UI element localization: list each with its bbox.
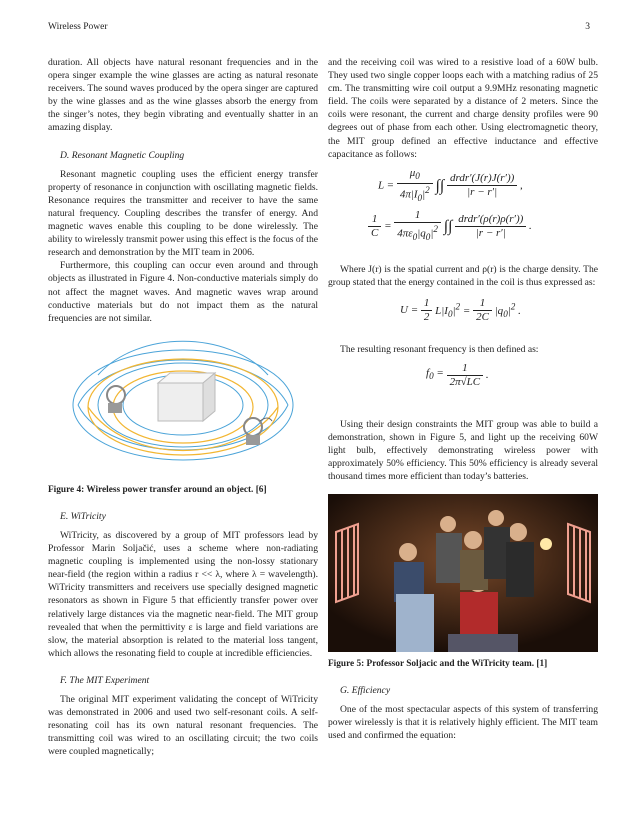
eq-fraction: $\frac{\mu_0}{4\pi|I_0|^2}$: [397, 167, 433, 205]
eq-numerator: drdr′(ρ(r)ρ(r′)): [455, 213, 526, 227]
eq-denominator: 2π√LC: [449, 376, 481, 389]
page-number: 3: [585, 22, 590, 32]
eq-lhs: U =: [400, 303, 421, 316]
witricity-team-photo: [328, 494, 598, 652]
paragraph: duration. All objects have natural resonant frequencies and in the opera singer example the wine glasses are acting as natural resonate receivers. The sound waves produced by the opera singer are captured by the wine glasses and as the wine glasses absorb the energy from the singer’s notes, they begin vibrating and eventually shatter in an amazing display.: [48, 57, 318, 134]
paragraph: and the receiving coil was wired to a resistive load of a 60W bulb. They used two single copper loops each with a matching radius of 25 cm. The transmitting wire coil output a 9.9MHz resonating magnetic field. The coils were separated by a distance of 2 meters. Since the coils were resonant, the current and charge density profiles were 90 degrees out of phase from each other. Using electromagnetic theory, the MIT group defined an effective inductance and effective capacitance as follows:: [328, 57, 598, 160]
wireless-power-illustration: [48, 335, 318, 480]
eq-punct: .: [485, 369, 489, 382]
eq-integral: ∫∫: [435, 177, 445, 195]
eq-symbol: f: [426, 367, 430, 380]
eq-fraction: [368, 213, 381, 240]
section-heading-f: F. The MIT Experiment: [60, 674, 150, 686]
eq-sub: 0: [415, 170, 420, 181]
section-heading-e: E. WiTricity: [60, 510, 106, 522]
paragraph: One of the most spectacular aspects of this system of transferring power wirelessly is that it is relatively highly efficient. The MIT team used and confirmed the equation:: [328, 703, 598, 741]
eq-sub: 0: [412, 231, 418, 242]
eq-numerator: 1: [473, 297, 492, 311]
eq-integral: ∫∫: [443, 217, 453, 235]
figure-5: [328, 494, 598, 670]
eq-symbol: =: [436, 367, 444, 380]
left-column: [48, 56, 318, 758]
paragraph: The resulting resonant frequency is then defined as:: [340, 343, 539, 355]
eq-sub: 0: [429, 371, 434, 382]
section-heading-g: G. Efficiency: [340, 684, 391, 696]
eq-fraction: [447, 362, 484, 389]
eq-sup: 2: [425, 185, 430, 196]
resonant-frequency-equation: [426, 362, 598, 398]
eq-numerator: drdr′(J(r)J(r′)): [447, 172, 517, 186]
eq-lhs: L =: [378, 179, 395, 192]
paragraph: WiTricity, as discovered by a group of MIT professors lead by Professor Marin Soljačić, uses a scheme where non-radiating magnetic coupling is implemented using the non-lossy stationary near-field (the region within a radius r << λ, where λ = wavelength). WiTricity transmitters and receivers use specially designed magnetic resonators as shown in Figure 5 that efficiently transfer power over relatively large distances via the magnetic near-field. The MIT group revealed that when the permittivity ε is large and field variations are slow, the material absorption is related to the material loss tangent, which allows the resonating field to couple at incredible efficiencies.: [48, 529, 318, 659]
eq-fraction: $\frac{1}{4\pi\varepsilon_0|q_0|^2}$: [394, 209, 441, 244]
figure-4: [48, 335, 318, 496]
eq-punct: .: [518, 304, 521, 317]
eq-fraction: [473, 297, 492, 324]
inductance-equation: [378, 167, 598, 207]
energy-equation: U = $\frac{1}{2}$ $L|I_0|^2$ = $\frac{1}{2C}$ $|q_0|^2$ .: [400, 296, 521, 324]
eq-fraction: [455, 213, 526, 240]
eq-symbol: =: [462, 304, 471, 317]
capacitance-equation: $\frac{1}{C}$ = $\frac{1}{4\pi\varepsilon_0|q_0|^2}$ ∫∫ $\frac{\text{drdr′(ρ(r)ρ(r′))}}{|r - r'|}$ .: [368, 209, 598, 249]
eq-sub: 0: [425, 231, 431, 242]
eq-denominator: |r − r′|: [475, 226, 506, 239]
eq-sup: 2: [455, 301, 461, 312]
eq-symbol: μ: [409, 166, 416, 179]
section-heading-d: D. Resonant Magnetic Coupling: [60, 149, 185, 161]
eq-numerator: 1: [447, 362, 484, 376]
eq-sub: 0: [447, 308, 453, 319]
eq-numerator: 1: [394, 209, 441, 223]
eq-punct: ,: [520, 179, 523, 192]
paragraph: Furthermore, this coupling can occur even around and through objects as illustrated in Figure 4. Non-conductive materials simply do not affect the magnet waves. And magnetic waves wrap around conductive materials but do not impact them as the natural frequencies are not similar.: [48, 260, 318, 324]
paragraph: Resonant magnetic coupling uses the efficient energy transfer property of resonance in conjunction with oscillating magnetic fields. Resonance requires the transmitter and receiver to have the same natural frequency. Coupling describes the transfer of energy. And magnetic waves enable this coupling to be done wirelessly. The ability to wirelessly transmit power using this effect is the focus of the research and demonstration by the MIT team in 2006.: [48, 168, 318, 259]
eq-symbol: L|I: [435, 304, 448, 317]
team-photo-illustration: [328, 494, 598, 652]
eq-numerator: 1: [421, 297, 433, 311]
eq-fraction: [447, 172, 517, 199]
eq-denominator: 2C: [476, 311, 489, 324]
eq-denominator: C: [371, 226, 379, 239]
paragraph: Where J(r) is the spatial current and ρ(r) is the charge density. The group stated that the energy contained in the coil is thus expressed as:: [328, 263, 598, 288]
eq-symbol: 4πε: [397, 227, 413, 240]
eq-sup: 2: [510, 301, 516, 312]
figure-5-caption: Figure 5: Professor Soljacic and the WiTricity team. [1]: [328, 658, 548, 669]
eq-symbol: |q: [417, 227, 426, 240]
figure-4-caption: Figure 4: Wireless power transfer around an object. [6]: [48, 484, 267, 495]
eq-symbol: 4π|I: [399, 188, 418, 201]
paragraph: The original MIT experiment validating the concept of WiTricity was demonstrated in 2006 and used two self-resonant coils. A self-resonating coil has its own natural resonant frequencies. The transmitting coil was wired to an oscillating circuit; the two coils were coupled magnetically;: [48, 694, 318, 758]
eq-sup: 2: [433, 223, 438, 234]
paragraph: Using their design constraints the MIT group was able to build a demonstration, shown in Figure 5, and light up the receiving 60W light bulb, effectively demonstrating wireless power with approximately 50% efficiency. This 50% efficiency is already several thousand times more efficient than today’s batteries.: [328, 419, 598, 483]
eq-numerator: 1: [368, 213, 381, 227]
eq-sub: 0: [417, 192, 423, 203]
eq-fraction: [421, 297, 433, 324]
running-header: Wireless Power: [48, 22, 108, 32]
eq-denominator: |r − r′|: [467, 186, 498, 199]
eq-symbol: |q: [494, 304, 504, 317]
eq-punct: .: [529, 219, 532, 232]
right-column: [328, 56, 598, 742]
eq-denominator: 2: [423, 311, 430, 324]
eq-sub: 0: [503, 308, 508, 319]
